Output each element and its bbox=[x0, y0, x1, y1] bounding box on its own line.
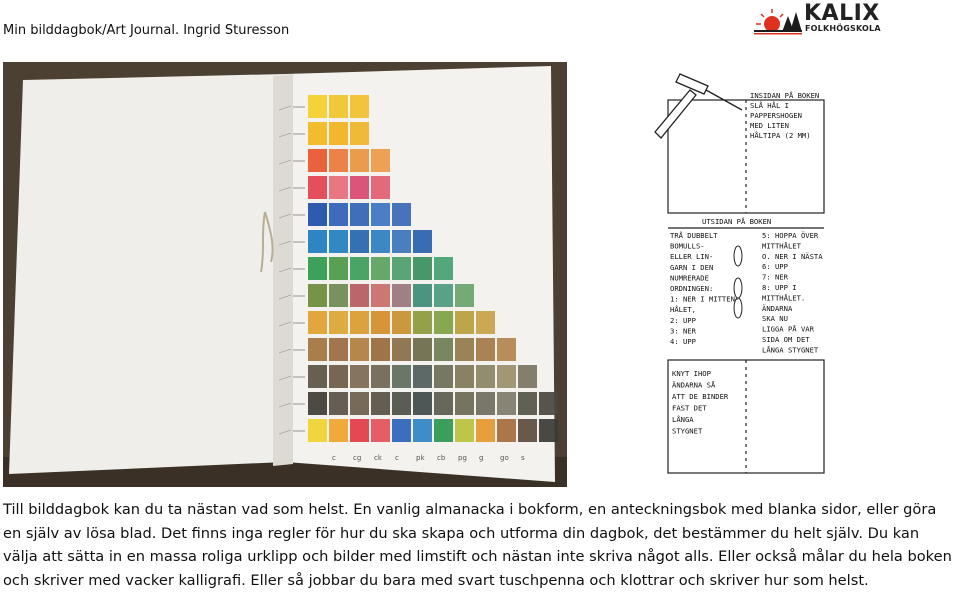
watercolor-swatch bbox=[434, 338, 453, 361]
sketch-note-left: 3: NER bbox=[670, 326, 696, 336]
logo-subtitle: FOLKHÖGSKOLA bbox=[805, 24, 881, 33]
watercolor-swatch bbox=[539, 392, 558, 415]
watercolor-swatch bbox=[329, 122, 348, 145]
sketch-note-top: HÅLTIPA (2 MM) bbox=[750, 131, 811, 140]
sketch-note-right: 5: HOPPA ÖVER bbox=[762, 231, 819, 240]
sketch-note-top: MED LITEN bbox=[750, 121, 789, 130]
watercolor-swatch bbox=[539, 419, 558, 442]
sketch-note-top: SLÅ HÅL I bbox=[750, 101, 789, 110]
watercolor-swatch bbox=[308, 419, 327, 442]
watercolor-swatch bbox=[413, 230, 432, 253]
sketch-note-bottom: LÅNGA bbox=[672, 415, 694, 424]
sketch-note-right: O. NER I NÄSTA bbox=[762, 251, 823, 261]
watercolor-swatch bbox=[371, 284, 390, 307]
sketch-note-left: 2: UPP bbox=[670, 315, 696, 325]
watercolor-swatch bbox=[329, 176, 348, 199]
watercolor-swatch bbox=[413, 311, 432, 334]
watercolor-swatch bbox=[455, 392, 474, 415]
swatch-column-label: c bbox=[332, 454, 336, 462]
watercolor-swatch bbox=[434, 257, 453, 280]
watercolor-swatch bbox=[497, 392, 516, 415]
watercolor-swatch bbox=[308, 311, 327, 334]
sketch-note-bottom: ATT DE BINDER bbox=[672, 392, 729, 401]
watercolor-swatch bbox=[308, 95, 327, 118]
watercolor-swatch bbox=[350, 365, 369, 388]
watercolor-swatch bbox=[392, 311, 411, 334]
swatch-column-label: go bbox=[500, 454, 509, 462]
sketch-note-left: 4: UPP bbox=[670, 337, 696, 346]
watercolor-swatch bbox=[329, 338, 348, 361]
watercolor-swatch bbox=[371, 176, 390, 199]
watercolor-swatch bbox=[413, 338, 432, 361]
watercolor-swatch bbox=[434, 284, 453, 307]
watercolor-swatch bbox=[371, 257, 390, 280]
watercolor-swatch bbox=[329, 95, 348, 118]
sketch-note-right: 7: NER bbox=[762, 272, 788, 282]
page-title: Min bilddagbok/Art Journal. Ingrid Sturesson bbox=[3, 23, 290, 38]
watercolor-swatch bbox=[371, 392, 390, 415]
binding-sketch bbox=[650, 62, 860, 487]
sketch-note-left: NUMRERADE bbox=[670, 273, 709, 283]
watercolor-swatch bbox=[329, 284, 348, 307]
sketch-note-left: GARN I DEN bbox=[670, 262, 714, 272]
sketch-note-top: INSIDAN PÅ BOKEN bbox=[750, 91, 820, 100]
watercolor-swatch bbox=[308, 365, 327, 388]
watercolor-swatch bbox=[413, 365, 432, 388]
watercolor-swatch bbox=[392, 419, 411, 442]
watercolor-swatch bbox=[455, 365, 474, 388]
watercolor-swatch bbox=[476, 311, 495, 334]
body-paragraph: Till bilddagbok kan du ta nästan vad som helst. En vanlig almanacka i bokform, en anteckningsbok med blanka sidor, eller göra en själv av lösa blad. Det finns inga regler för hur du ska skapa och utforma din dagbok, det bestämmer du helt själv. Du kan välja att sätta in en massa roliga urklipp och bilder med limstift och nästan inte skriva något alls. Eller också målar du hela boken och skriver med vacker kalligrafi. Eller så jobbar du bara med svart tuschpenna och klottrar och skriver hur som helst. bbox=[3, 501, 952, 589]
watercolor-swatch bbox=[308, 203, 327, 226]
art-journal-photo bbox=[3, 62, 567, 487]
watercolor-swatch bbox=[308, 230, 327, 253]
sketch-note-bottom: KNYT IHOP bbox=[672, 369, 711, 378]
sketch-note-right: ÄNDARNA bbox=[762, 303, 793, 313]
watercolor-swatch bbox=[329, 230, 348, 253]
watercolor-swatch bbox=[413, 257, 432, 280]
sketch-note-right: 6: UPP bbox=[762, 262, 788, 272]
sketch-note-right: 8: UPP I bbox=[762, 283, 797, 292]
watercolor-swatch bbox=[350, 284, 369, 307]
swatch-column-label: pg bbox=[458, 454, 467, 462]
watercolor-swatch bbox=[476, 419, 495, 442]
sketch-note-right: SKA NU bbox=[762, 314, 788, 324]
watercolor-swatch bbox=[413, 419, 432, 442]
watercolor-swatch bbox=[350, 392, 369, 415]
watercolor-swatch bbox=[329, 419, 348, 442]
watercolor-swatch bbox=[518, 419, 537, 442]
watercolor-swatch bbox=[371, 149, 390, 172]
watercolor-swatch bbox=[371, 311, 390, 334]
watercolor-swatch bbox=[497, 338, 516, 361]
watercolor-swatch bbox=[308, 284, 327, 307]
sketch-note-left: ORDNINGEN: bbox=[670, 284, 714, 293]
sketch-note-bottom: FAST DET bbox=[672, 403, 707, 413]
kalix-logo bbox=[752, 1, 881, 36]
watercolor-swatch bbox=[518, 392, 537, 415]
watercolor-swatch bbox=[392, 284, 411, 307]
watercolor-swatch bbox=[350, 419, 369, 442]
watercolor-swatch bbox=[329, 392, 348, 415]
watercolor-swatch bbox=[434, 365, 453, 388]
watercolor-swatch bbox=[518, 365, 537, 388]
swatch-column-label: pk bbox=[416, 454, 425, 462]
watercolor-swatch bbox=[476, 365, 495, 388]
swatch-column-label: s bbox=[521, 454, 525, 462]
art-journal-image bbox=[3, 62, 567, 487]
watercolor-swatch bbox=[329, 311, 348, 334]
watercolor-swatch bbox=[371, 230, 390, 253]
swatch-column-label: cg bbox=[353, 454, 362, 462]
watercolor-swatch bbox=[455, 311, 474, 334]
swatch-column-label: cb bbox=[437, 454, 446, 462]
sketch-note-left: 1: NER I MITTEN- bbox=[670, 294, 740, 304]
watercolor-swatch bbox=[329, 365, 348, 388]
watercolor-swatch bbox=[497, 419, 516, 442]
watercolor-swatch bbox=[308, 149, 327, 172]
sketch-note-right: MITTHÅLET bbox=[762, 241, 801, 251]
watercolor-swatch bbox=[392, 257, 411, 280]
logo-name: KALIX bbox=[804, 1, 880, 26]
watercolor-swatch bbox=[413, 392, 432, 415]
watercolor-swatch bbox=[350, 338, 369, 361]
watercolor-swatch bbox=[350, 122, 369, 145]
watercolor-swatch bbox=[434, 311, 453, 334]
watercolor-swatch bbox=[308, 176, 327, 199]
watercolor-swatch bbox=[350, 311, 369, 334]
watercolor-swatch bbox=[350, 95, 369, 118]
watercolor-swatch bbox=[392, 203, 411, 226]
sketch-note-top: PAPPERSHOGEN bbox=[750, 111, 802, 120]
watercolor-swatch bbox=[308, 257, 327, 280]
watercolor-swatch bbox=[476, 338, 495, 361]
watercolor-swatch bbox=[497, 365, 516, 388]
sketch-note-bottom: STYGNET bbox=[672, 426, 703, 436]
sketch-note-left: BOMULLS- bbox=[670, 241, 705, 251]
watercolor-swatch bbox=[434, 392, 453, 415]
watercolor-swatch bbox=[350, 257, 369, 280]
watercolor-swatch bbox=[392, 392, 411, 415]
sketch-note-right: SIDA OM DET bbox=[762, 335, 810, 344]
watercolor-swatch bbox=[329, 149, 348, 172]
sketch-note-right: LÅNGA STYGNET bbox=[762, 345, 819, 355]
watercolor-swatch bbox=[308, 338, 327, 361]
sketch-note-right: MITTHÅLET. bbox=[762, 293, 806, 303]
sketch-heading: UTSIDAN PÅ BOKEN bbox=[702, 217, 772, 226]
watercolor-swatch bbox=[392, 338, 411, 361]
watercolor-swatch bbox=[413, 284, 432, 307]
watercolor-swatch bbox=[350, 203, 369, 226]
watercolor-swatch bbox=[371, 419, 390, 442]
watercolor-swatch bbox=[455, 419, 474, 442]
watercolor-swatch bbox=[350, 230, 369, 253]
sketch-note-left: ELLER LIN- bbox=[670, 252, 714, 262]
watercolor-swatch bbox=[350, 149, 369, 172]
watercolor-swatch bbox=[308, 392, 327, 415]
watercolor-swatch bbox=[392, 365, 411, 388]
watercolor-swatch bbox=[455, 284, 474, 307]
watercolor-swatch bbox=[434, 419, 453, 442]
watercolor-swatch bbox=[350, 176, 369, 199]
sketch-note-left: TRÅ DUBBELT bbox=[670, 231, 718, 240]
sketch-note-bottom: ÄNDARNA SÅ bbox=[672, 380, 716, 390]
watercolor-swatch bbox=[371, 338, 390, 361]
sketch-note-left: HÅLET, bbox=[670, 305, 696, 315]
watercolor-swatch bbox=[455, 338, 474, 361]
watercolor-swatch bbox=[329, 257, 348, 280]
swatch-column-label: ck bbox=[374, 454, 382, 462]
watercolor-swatch bbox=[476, 392, 495, 415]
swatch-column-label: g bbox=[479, 454, 484, 462]
watercolor-swatch bbox=[392, 230, 411, 253]
watercolor-swatch bbox=[371, 203, 390, 226]
watercolor-swatch bbox=[329, 203, 348, 226]
watercolor-swatch bbox=[308, 122, 327, 145]
watercolor-swatch bbox=[371, 365, 390, 388]
binding-instructions-drawing bbox=[650, 62, 860, 487]
sun-trees-icon bbox=[752, 4, 804, 36]
sketch-note-right: LIGGA PÅ VAR bbox=[762, 324, 814, 334]
swatch-column-label: c bbox=[395, 454, 399, 462]
